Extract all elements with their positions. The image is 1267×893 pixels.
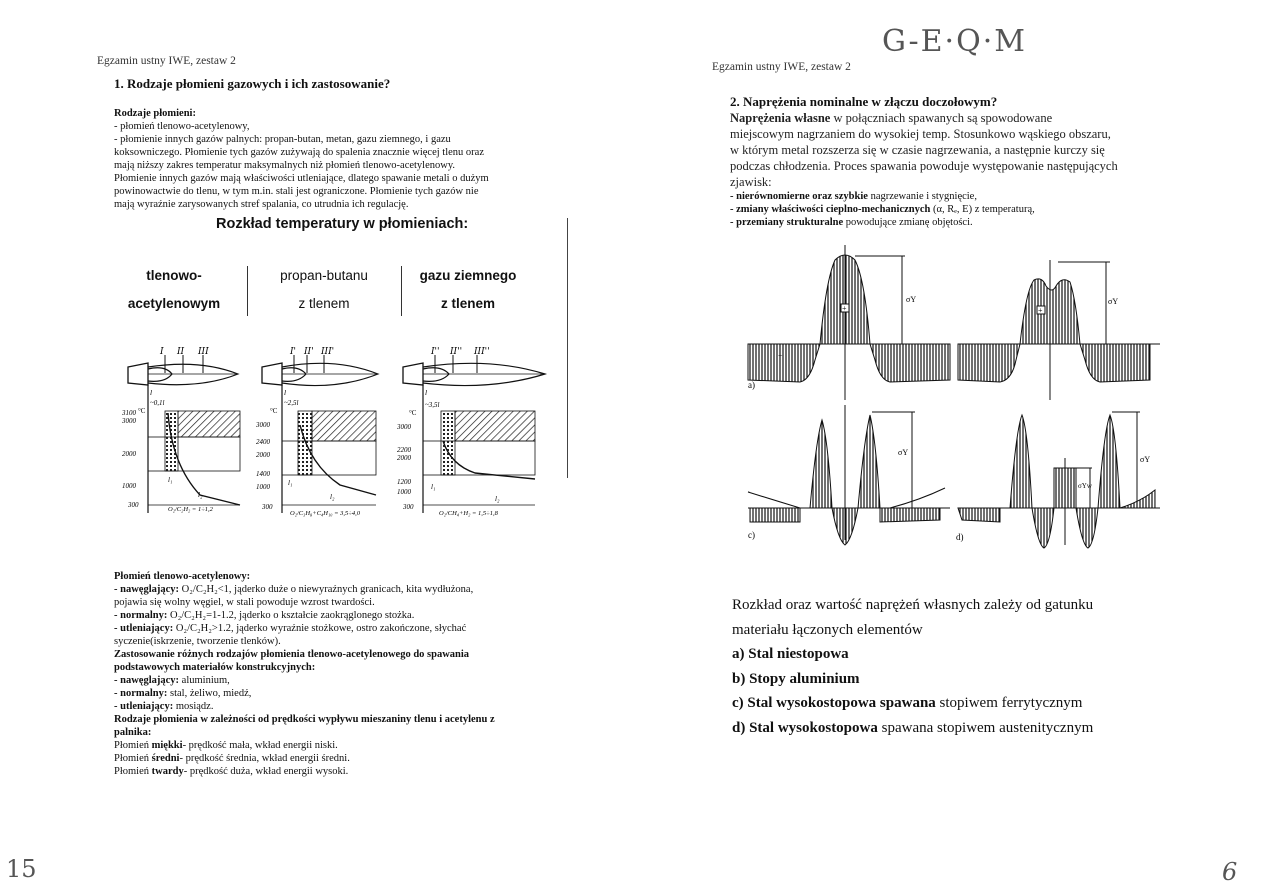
unit-label: °C xyxy=(409,409,417,417)
sigma-y-label: σY xyxy=(1108,297,1119,306)
length-label: l xyxy=(150,388,153,397)
tick-label: 2200 xyxy=(397,446,411,454)
length-label: ~2,5l xyxy=(284,399,299,407)
acet-line xyxy=(114,596,574,609)
speed-line-key: średni xyxy=(151,753,180,764)
para-line-key: Naprężenia własne xyxy=(730,111,831,125)
stress-plot-c xyxy=(748,405,950,545)
tick-label: 3000 xyxy=(122,417,136,425)
column-header-line: z tlenem xyxy=(298,296,350,311)
speed-line-key: twardy xyxy=(151,766,184,777)
zone-label: II' xyxy=(304,347,314,357)
length-label: l₁ xyxy=(288,479,293,487)
zone-label: I' xyxy=(290,347,297,357)
use-heading: podstawowych materiałów konstrukcyjnych: xyxy=(114,662,316,673)
plot-label-d: d) xyxy=(956,532,964,542)
residual-stress-paragraph xyxy=(730,110,1180,190)
length-label: l₂ xyxy=(198,491,203,499)
acet-line xyxy=(114,583,574,596)
column-header-natural-gas xyxy=(406,262,530,318)
types-line: mają wyraźnie zarysowanych stref spalania, co utrudnia ich regulację. xyxy=(114,199,409,210)
left-header: Egzamin ustny IWE, zestaw 2 xyxy=(97,55,236,67)
acet-line-text: O₂/C₂H₂<1, jąderko duże o niewyraźnych granicach, kita wydłużona, xyxy=(179,584,474,595)
use-line xyxy=(114,674,574,687)
types-line: koksowniczego. Płomienie tych gazów zużywają do spalenia znacznie więcej tlenu oraz xyxy=(114,147,484,158)
use-line xyxy=(114,687,574,700)
types-line: - płomienie innych gazów palnych: propan-butan, metan, gazu ziemnego, i gazu xyxy=(114,134,451,145)
flame-diagram-acetylene xyxy=(121,347,240,513)
tick-label: 2400 xyxy=(256,438,270,446)
para-line: miejscowym nagrzaniem do wysokiej temp. Stosunkowo wąskiego obszaru, xyxy=(730,127,1111,141)
material-section xyxy=(732,593,1202,740)
column-header-line: gazu ziemnego xyxy=(419,268,517,283)
sigma-y-label: σY xyxy=(1140,455,1151,464)
length-label: l xyxy=(425,388,428,397)
material-intro: Rozkład oraz wartość naprężeń własnych zależy od gatunku xyxy=(732,597,1094,613)
tick-label: 1000 xyxy=(122,482,136,490)
acet-line xyxy=(114,622,574,635)
length-label: l₁ xyxy=(431,483,436,491)
tick-label: 1200 xyxy=(397,478,411,486)
stress-plot-a xyxy=(748,245,950,400)
acetylene-flame-section xyxy=(114,570,574,778)
material-item: a) Stal niestopowa xyxy=(732,646,849,662)
use-heading: Zastosowanie różnych rodzajów płomienia tlenowo-acetylenowego do spawania xyxy=(114,649,470,660)
sigma-y-label: σY xyxy=(906,295,917,304)
zone-label: I xyxy=(160,347,164,357)
zone-label: III'' xyxy=(474,347,490,357)
types-line: powinowactwie do tlenu, w tym m.in. stali jest ograniczone. Płomienie tych gazów nie xyxy=(114,186,479,197)
tick-label: 300 xyxy=(128,501,139,509)
use-line-key: - nawęglający: xyxy=(114,675,180,686)
material-item: c) Stal wysokostopowa spawana stopiwem ferrytycznym xyxy=(732,695,1083,711)
stress-plot-b xyxy=(958,260,1160,400)
flame-diagram-propane xyxy=(255,347,378,517)
tick-label: 3000 xyxy=(397,423,411,431)
para-line: zjawisk: xyxy=(730,175,772,189)
length-label: l xyxy=(284,388,287,397)
plus-sign: + xyxy=(842,304,847,313)
speed-line: Płomień średni- prędkość średnia, wkład energii średni. xyxy=(114,753,350,764)
acet-line-key: - utleniający: xyxy=(114,623,174,634)
plus-sign: + xyxy=(1038,306,1043,315)
gas-ratio-formula: O₂/CH₄+H₂ = 1,5÷1,8 xyxy=(439,510,498,517)
column-header-acetylene xyxy=(112,262,236,318)
tick-label: 1000 xyxy=(256,483,270,491)
length-label: ~3,5l xyxy=(425,401,440,409)
speed-heading: Rodzaje płomienia w zależności od prędkości wypływu mieszaniny tlenu i acetylenu z xyxy=(114,714,495,725)
material-item: b) Stopy aluminium xyxy=(732,670,860,687)
tick-label: 300 xyxy=(262,503,273,511)
acet-line-text: O₂/C₂H₂=1-1.2, jąderko o kształcie zaokrąglonego stożka. xyxy=(167,610,415,621)
column-divider xyxy=(247,266,248,316)
tick-label: 1000 xyxy=(397,488,411,496)
handwritten-annotation: G-E·Q·M xyxy=(882,24,1027,59)
acet-line-key: - normalny: xyxy=(114,610,168,621)
use-line-text: stal, żeliwo, miedź, xyxy=(167,688,252,699)
stress-distribution-figure xyxy=(740,240,1170,555)
tick-label: 300 xyxy=(403,503,414,511)
column-header-line: acetylenowym xyxy=(127,296,221,311)
unit-label: °C xyxy=(270,407,278,415)
effects-list xyxy=(730,190,1035,229)
use-line-key: - normalny: xyxy=(114,688,168,699)
material-item: d) Stal wysokostopowa spawana stopiwem austenitycznym xyxy=(732,719,1094,736)
acet-line-text: syczenie(iskrzenie, tworzenie tlenków). xyxy=(114,636,281,647)
sigma-y-label: σY xyxy=(898,448,909,457)
column-divider xyxy=(401,266,402,316)
use-line-text: aluminium, xyxy=(179,675,230,686)
types-line: mają niższy zakres temperatur maksymalnych niż płomień tlenowo-acetylenowy. xyxy=(114,160,456,171)
column-header-line: propan-butanu xyxy=(280,268,368,283)
gas-ratio-formula: O₂/C₃H₈+C₄H₁₀ = 3,5÷4,0 xyxy=(290,510,360,517)
zone-label: III xyxy=(198,347,209,357)
effect-item: - przemiany strukturalne powodujące zmianę objętości. xyxy=(730,217,973,228)
speed-line: Płomień miękki- prędkość mała, wkład energii niski. xyxy=(114,740,338,751)
length-label: l₂ xyxy=(330,493,335,501)
zone-label: I'' xyxy=(431,347,440,357)
acet-line-text: O₂/C₂H₂>1.2, jąderko wyraźnie stożkowe, ostro zakończone, słychać xyxy=(173,623,467,634)
tick-label: 3000 xyxy=(256,421,270,429)
effect-item: - zmiany właściwości cieplno-mechanicznych (α, Rₑ, E) z temperaturą, xyxy=(730,204,1035,215)
sigma-yw-label: σYw xyxy=(1078,482,1092,490)
flame-types-section xyxy=(114,107,554,211)
use-line xyxy=(114,700,574,713)
column-header-line: z tlenem xyxy=(440,296,495,311)
acet-line xyxy=(114,635,574,648)
acetylene-flame-heading: Płomień tlenowo-acetylenowy: xyxy=(114,571,251,582)
tick-label: 2000 xyxy=(397,454,411,462)
effect-item: - nierównomierne oraz szybkie nagrzewanie i stygnięcie, xyxy=(730,191,977,202)
page-edge-line xyxy=(567,218,568,478)
length-label: l₂ xyxy=(495,495,500,503)
plot-label-c: c) xyxy=(748,530,755,540)
acet-line xyxy=(114,609,574,622)
column-header-line: tlenowo- xyxy=(146,268,202,283)
flame-types-heading: Rodzaje płomieni: xyxy=(114,108,196,119)
acet-line-text: pojawia się wolny węgiel, w stali powoduje wzrost twardości. xyxy=(114,597,375,608)
zone-label: III' xyxy=(321,347,335,357)
speed-line: Płomień twardy- prędkość duża, wkład energii wysoki. xyxy=(114,766,349,777)
plot-label-a: a) xyxy=(748,380,755,390)
question-2-title: 2. Naprężenia nominalne w złączu doczołowym? xyxy=(730,94,998,109)
para-line: Naprężenia własne w połączniach spawanych są spowodowane xyxy=(730,111,1053,125)
speed-line-key: miękki xyxy=(151,740,183,751)
tick-label: 2000 xyxy=(122,450,136,458)
right-header: Egzamin ustny IWE, zestaw 2 xyxy=(712,61,851,73)
minus-sign: − xyxy=(778,351,783,360)
types-line: Płomienie innych gazów mają właściwości utleniające, dlatego spawanie metali o dużym xyxy=(114,173,489,184)
length-label: ~0,1l xyxy=(150,399,165,407)
types-line: - płomień tlenowo-acetylenowy, xyxy=(114,121,250,132)
temperature-chart-title: Rozkład temperatury w płomieniach: xyxy=(216,216,469,232)
zone-label: II xyxy=(177,347,185,357)
margin-handwritten-mark: 15 xyxy=(6,855,37,883)
acet-line-key: - nawęglający: xyxy=(114,584,180,595)
unit-label: °C xyxy=(138,407,146,415)
material-intro: materiału łączonych elementów xyxy=(732,621,923,638)
stress-plot-d xyxy=(956,412,1160,548)
tick-label: 2000 xyxy=(256,451,270,459)
tick-label: 3100 xyxy=(122,409,136,417)
column-header-propane xyxy=(262,262,386,318)
question-1-title: 1. Rodzaje płomieni gazowych i ich zastosowanie? xyxy=(114,76,391,91)
length-label: l₁ xyxy=(168,476,173,484)
tick-label: 1400 xyxy=(256,470,270,478)
page-number: 6 xyxy=(1222,858,1238,886)
para-line: podczas chłodzenia. Proces spawania powoduje występowanie następujących xyxy=(730,159,1118,173)
flame-diagram-natural-gas xyxy=(396,347,545,517)
para-line: w którym metal rozszerza się w czasie nagrzewania, a następnie kurczy się xyxy=(730,143,1105,157)
use-line-key: - utleniający: xyxy=(114,701,174,712)
zone-label: II'' xyxy=(450,347,463,357)
gas-ratio-formula: O₂/C₂H₂ = 1÷1,2 xyxy=(168,506,213,513)
flame-diagrams xyxy=(110,345,560,525)
use-line-text: mosiądz. xyxy=(173,701,214,712)
speed-heading: palnika: xyxy=(114,727,152,738)
